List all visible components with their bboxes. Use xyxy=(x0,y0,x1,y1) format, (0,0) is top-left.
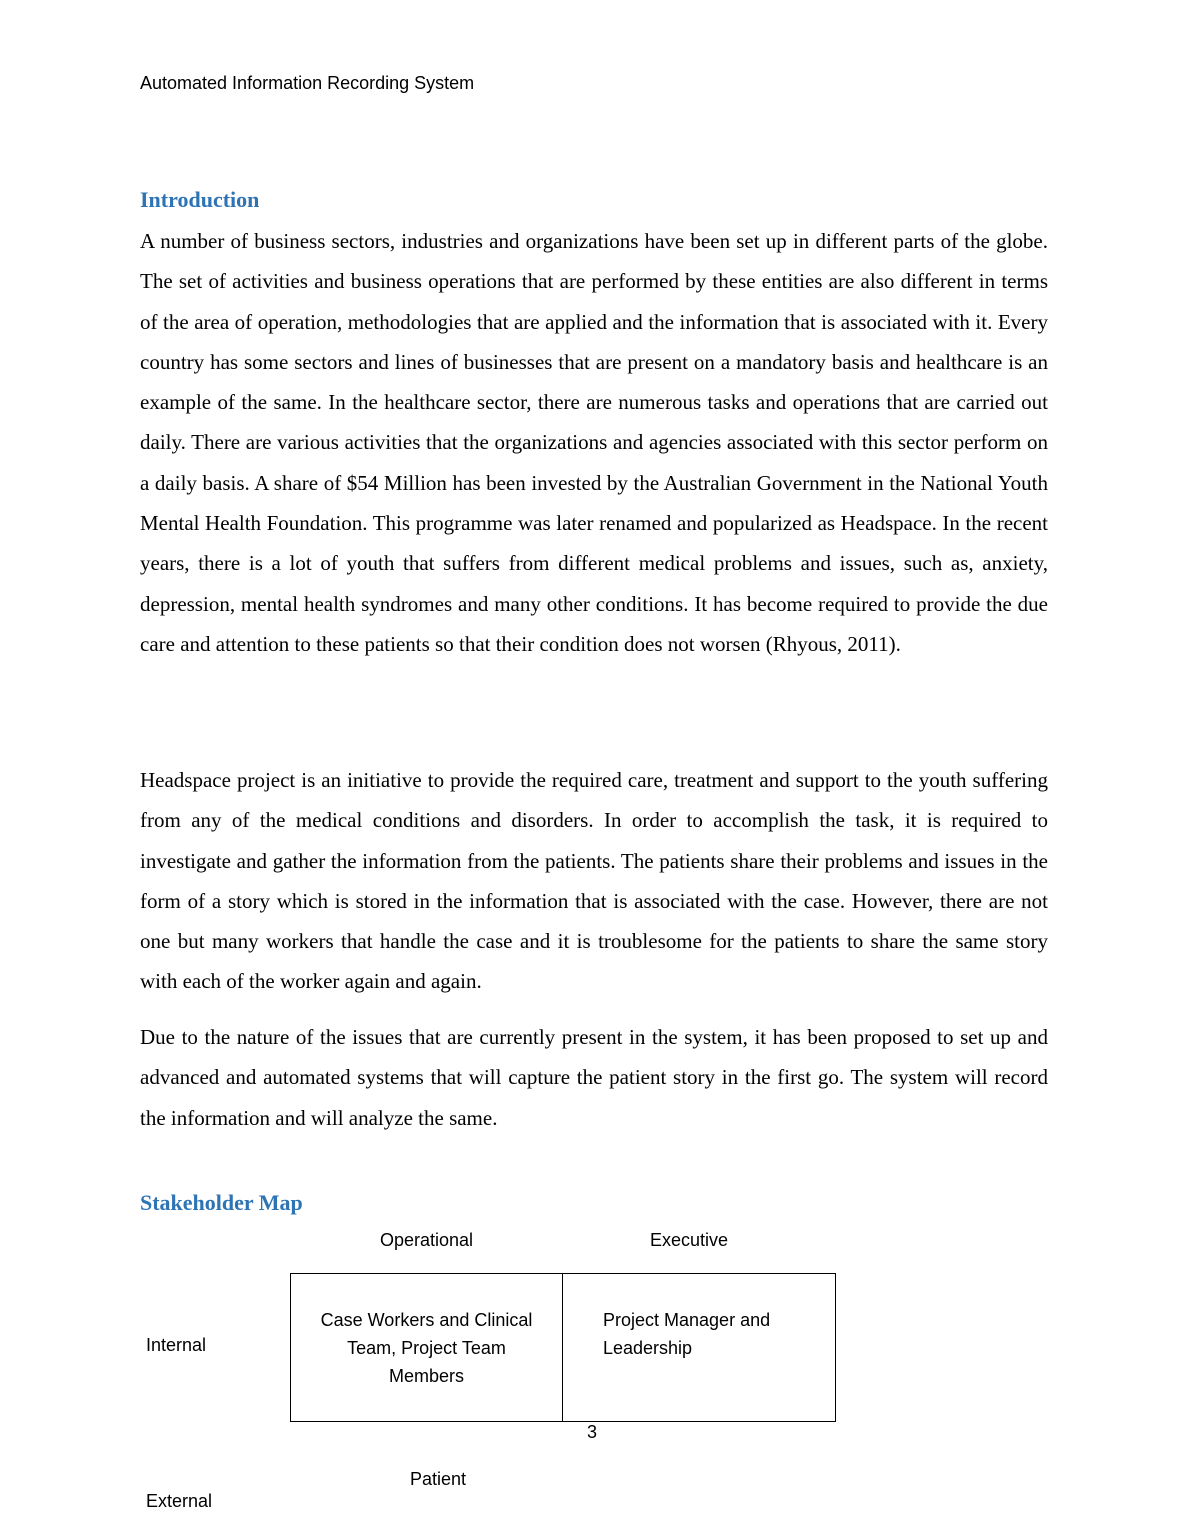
stakeholder-map-heading: Stakeholder Map xyxy=(140,1190,303,1215)
page-number: 3 xyxy=(587,1422,598,1442)
cell-internal-operational-text: Case Workers and Clinical Team, Project Team Members xyxy=(320,1309,533,1386)
introduction-heading: Introduction xyxy=(140,187,260,212)
cell-internal-executive-text: Project Manager and Leadership xyxy=(603,1310,771,1358)
intro-paragraph-2: Headspace project is an initiative to provide the required care, treatment and support to the youth suffering from any of the medical conditions and disorders. In order to accomplish the task, it is required to investigate and gather the information from the patients. The patients share their problems and issues in the form of a story which is stored in the information that is associated with the case. However, there are not one but many workers that handle the case and it is troublesome for the patients to share the same story with each of the worker again and again. xyxy=(140,768,1048,994)
cell-internal-executive xyxy=(563,1274,835,1421)
column-label-operational: Operational xyxy=(380,1230,474,1250)
row-label-internal: Internal xyxy=(146,1335,207,1355)
running-header: Automated Information Recording System xyxy=(140,73,475,93)
intro-paragraph-3: Due to the nature of the issues that are currently present in the system, it has been proposed to set up and advanced and automated systems that will capture the patient story in the first go. The system will record the information and will analyze the same. xyxy=(140,1025,1048,1130)
row-label-external: External xyxy=(146,1491,213,1511)
cell-external-operational: Patient xyxy=(410,1469,467,1489)
stakeholder-grid xyxy=(290,1273,836,1422)
column-label-executive: Executive xyxy=(650,1230,729,1250)
cell-internal-operational xyxy=(291,1274,563,1421)
intro-paragraph-1: A number of business sectors, industries and organizations have been set up in different parts of the globe. The set of activities and business operations that are performed by these entities are also different in terms of the area of operation, methodologies that are applied and the information that is associated with it. Every country has some sectors and lines of businesses that are present on a mandatory basis and healthcare is an example of the same. In the healthcare sector, there are numerous tasks and operations that are carried out daily. There are various activities that the organizations and agencies associated with this sector perform on a daily basis. A share of $54 Million has been invested by the Australian Government in the National Youth Mental Health Foundation. This programme was later renamed and popularized as Headspace. In the recent years, there is a lot of youth that suffers from different medical problems and issues, such as, anxiety, depression, mental health syndromes and many other conditions. It has become required to provide the due care and attention to these patients so that their condition does not worsen (Rhyous, 2011). xyxy=(140,229,1048,656)
